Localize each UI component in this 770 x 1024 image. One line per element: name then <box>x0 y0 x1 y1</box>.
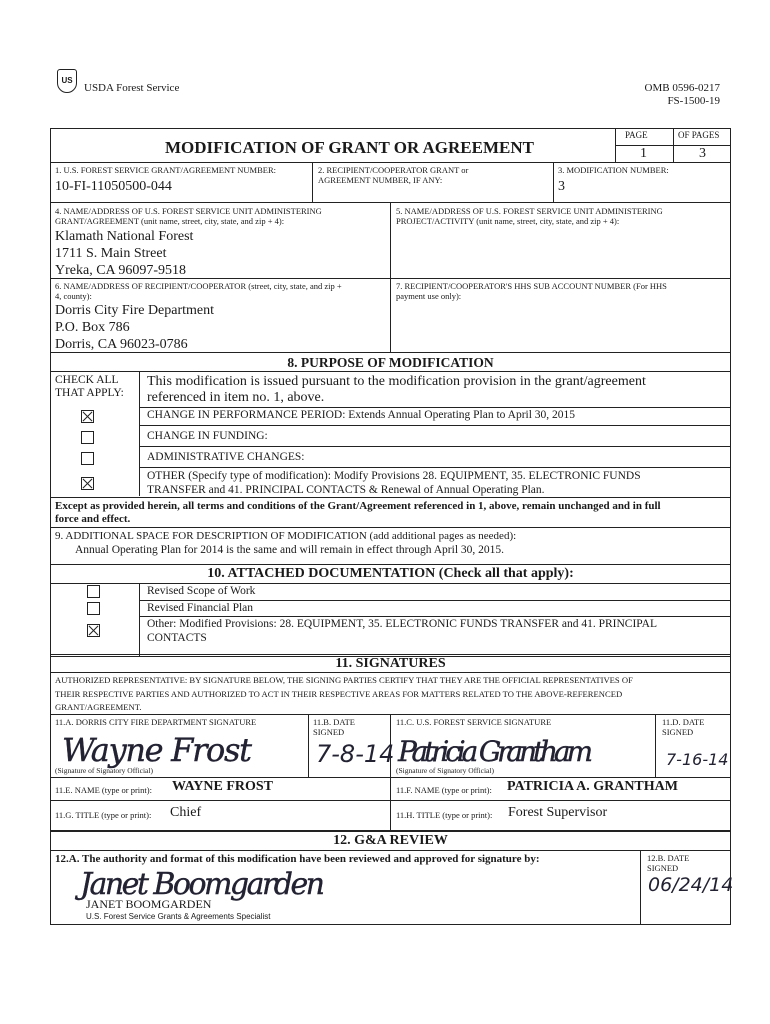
11a-label: 11.A. DORRIS CITY FIRE DEPARTMENT SIGNATURE <box>55 717 257 727</box>
except-clause-1: Except as provided herein, all terms and conditions of the Grant/Agreement referenced in 1, above, remain unchanged and in full <box>55 500 661 512</box>
attach-revised-financial: Revised Financial Plan <box>147 602 254 614</box>
11g-title: Chief <box>170 805 202 820</box>
checkbox-other-attachment[interactable] <box>87 624 100 637</box>
11b-label-2: SIGNED <box>313 727 345 737</box>
11d-date-value: 7-16-14 <box>666 750 729 769</box>
11b-date-value: 7-8-14 <box>316 740 395 768</box>
purpose-intro-2: referenced in item no. 1, above. <box>147 390 325 405</box>
fs-unit-line2: 1711 S. Main Street <box>55 246 167 261</box>
modification-number: 3 <box>558 179 565 194</box>
option-performance-period: CHANGE IN PERFORMANCE PERIOD: Extends Annual Operating Plan to April 30, 2015 <box>147 409 576 421</box>
auth-text-3: GRANT/AGREEMENT. <box>55 702 142 712</box>
attach-revised-scope: Revised Scope of Work <box>147 585 256 597</box>
12a-label: 12.A. The authority and format of this modification have been reviewed and approved for signature by: <box>55 853 540 865</box>
11b-label-1: 11.B. DATE <box>313 717 355 727</box>
form-number: FS-1500-19 <box>667 95 720 107</box>
f3-label: 3. MODIFICATION NUMBER: <box>558 165 669 175</box>
11f-label: 11.F. NAME (type or print): <box>396 785 492 795</box>
svg-text:Janet Boomgarden: Janet Boomgarden <box>80 867 325 902</box>
f7-label-2: payment use only): <box>396 291 462 301</box>
option-other-2: TRANSFER and 41. PRINCIPAL CONTACTS & Renewal of Annual Operating Plan. <box>147 484 545 496</box>
auth-text-1: AUTHORIZED REPRESENTATIVE: BY SIGNATURE BELOW, THE SIGNING PARTIES CERTIFY THAT THEY ARE THE OFFICIAL REPRESENTATIVES OF <box>55 675 633 685</box>
f7-label-1: 7. RECIPIENT/COOPERATOR'S HHS SUB ACCOUNT NUMBER (For HHS <box>396 281 667 291</box>
12b-label-1: 12.B. DATE <box>647 853 690 863</box>
11a-sig-caption: (Signature of Signatory Official) <box>55 766 153 775</box>
auth-text-2: THEIR RESPECTIVE PARTIES AND AUTHORIZED TO ACT IN THEIR RESPECTIVE AREAS FOR MATTERS RELATED TO THE ABOVE-REFERENCED <box>55 689 623 699</box>
11d-label-2: SIGNED <box>662 727 694 737</box>
fs-unit-line1: Klamath National Forest <box>55 229 194 244</box>
omb-number: OMB 0596-0217 <box>644 82 720 94</box>
f5-label-2: PROJECT/ACTIVITY (unit name, street, city, state, and zip + 4): <box>396 216 620 226</box>
11d-label-1: 11.D. DATE <box>662 717 705 727</box>
except-clause-2: force and effect. <box>55 513 131 525</box>
section-8-title: 8. PURPOSE OF MODIFICATION <box>287 355 494 370</box>
recipient-line3: Dorris, CA 96023-0786 <box>55 337 188 352</box>
check-all-1: CHECK ALL <box>55 374 119 386</box>
signature-patricia-grantham <box>396 723 596 771</box>
11h-label: 11.H. TITLE (type or print): <box>396 810 493 820</box>
checkbox-administrative[interactable] <box>81 452 94 465</box>
purpose-intro-1: This modification is issued pursuant to the modification provision in the grant/agreement <box>147 374 646 389</box>
checkbox-other[interactable] <box>81 477 94 490</box>
option-funding: CHANGE IN FUNDING: <box>147 430 268 442</box>
section-9-text: Annual Operating Plan for 2014 is the same and will remain in effect through April 30, 2015. <box>75 544 505 556</box>
f2-label-2: AGREEMENT NUMBER, IF ANY: <box>318 175 443 185</box>
11e-label: 11.E. NAME (type or print): <box>55 785 152 795</box>
signature-wayne-frost <box>60 725 260 770</box>
12a-signer: JANET BOOMGARDEN <box>86 897 212 911</box>
page-label: PAGE <box>625 130 648 140</box>
check-all-2: THAT APPLY: <box>55 387 124 399</box>
option-administrative: ADMINISTRATIVE CHANGES: <box>147 451 305 463</box>
11f-name: PATRICIA A. GRANTHAM <box>507 779 678 794</box>
f5-label-1: 5. NAME/ADDRESS OF U.S. FOREST SERVICE UNIT ADMINISTERING <box>396 206 663 216</box>
11e-name: WAYNE FROST <box>172 779 274 794</box>
12b-label-2: SIGNED <box>647 863 679 873</box>
agency-name: USDA Forest Service <box>84 82 180 94</box>
of-pages-number: 3 <box>699 146 706 161</box>
agreement-number: 10-FI-11050500-044 <box>55 179 172 194</box>
12a-signer-title: U.S. Forest Service Grants & Agreements Specialist <box>86 912 271 921</box>
recipient-line2: P.O. Box 786 <box>55 320 130 335</box>
option-other-1: OTHER (Specify type of modification): Modify Provisions 28. EQUIPMENT, 35. ELECTRONIC FUNDS <box>147 470 641 482</box>
section-11-title: 11. SIGNATURES <box>335 656 446 671</box>
of-pages-label: OF PAGES <box>678 130 720 140</box>
attach-other-1: Other: Modified Provisions: 28. EQUIPMENT, 35. ELECTRONIC FUNDS TRANSFER and 41. PRINCIPAL <box>147 618 657 630</box>
fs-unit-line3: Yreka, CA 96097-9518 <box>55 263 187 278</box>
f2-label-1: 2. RECIPIENT/COOPERATOR GRANT or <box>318 165 469 175</box>
section-12-title: 12. G&A REVIEW <box>333 833 448 848</box>
page-number: 1 <box>640 146 647 161</box>
f4-label-1: 4. NAME/ADDRESS OF U.S. FOREST SERVICE UNIT ADMINISTERING <box>55 206 322 216</box>
11c-label: 11.C. U.S. FOREST SERVICE SIGNATURE <box>396 717 552 727</box>
checkbox-revised-financial[interactable] <box>87 602 100 615</box>
f1-label: 1. U.S. FOREST SERVICE GRANT/AGREEMENT NUMBER: <box>55 165 276 175</box>
checkbox-performance-period[interactable] <box>81 410 94 423</box>
checkbox-revised-scope[interactable] <box>87 585 100 598</box>
usda-logo: US <box>57 69 77 93</box>
f6-label-1: 6. NAME/ADDRESS OF RECIPIENT/COOPERATOR (street, city, state, and zip + <box>55 281 342 291</box>
attach-other-2: CONTACTS <box>147 632 207 644</box>
12b-date-value: 06/24/14 <box>648 874 734 896</box>
11h-title: Forest Supervisor <box>508 805 608 820</box>
11c-sig-caption: (Signature of Signatory Official) <box>396 766 494 775</box>
11g-label: 11.G. TITLE (type or print): <box>55 810 152 820</box>
section-10-title: 10. ATTACHED DOCUMENTATION (Check all that apply): <box>207 566 574 581</box>
checkbox-funding[interactable] <box>81 431 94 444</box>
svg-text:Patricia Grantham: Patricia Grantham <box>398 735 593 768</box>
svg-text:Wayne Frost: Wayne Frost <box>62 731 252 769</box>
f6-label-2: 4, county): <box>55 291 92 301</box>
form-title: MODIFICATION OF GRANT OR AGREEMENT <box>165 138 534 157</box>
section-9-label: 9. ADDITIONAL SPACE FOR DESCRIPTION OF MODIFICATION (add additional pages as needed): <box>55 530 517 542</box>
recipient-line1: Dorris City Fire Department <box>55 303 215 318</box>
f4-label-2: GRANT/AGREEMENT (unit name, street, city, state, and zip + 4): <box>55 216 285 226</box>
